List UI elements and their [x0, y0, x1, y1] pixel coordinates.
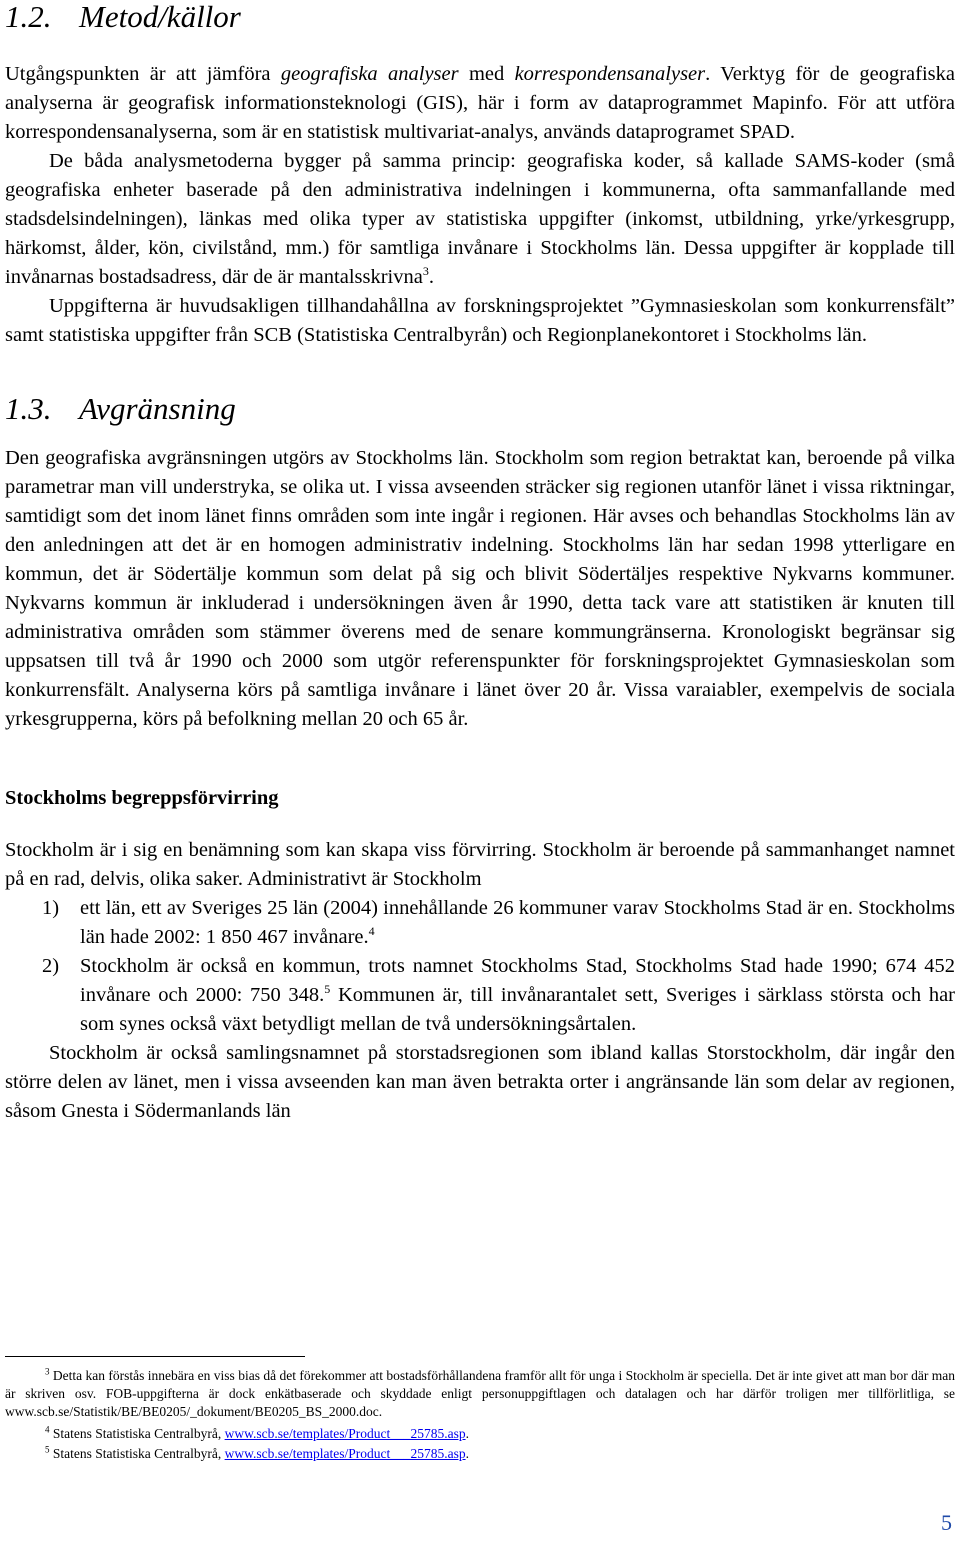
- paragraph-stockholm-intro: Stockholm är i sig en benämning som kan skapa viss förvirring. Stockholm är beroende på sammanhanget namnet på en rad, delvis, olika saker. Administrativt är Stockholm: [5, 839, 955, 890]
- footnote-4: [5, 1425, 955, 1443]
- text-run: Kommunen är, till invånarantalet sett, Sveriges i särklass största och har som synes också växt betydligt mellan de två undersökningsårtalen.: [80, 984, 955, 1035]
- footnote-number: 3: [45, 1366, 50, 1377]
- text-run: .: [428, 266, 434, 288]
- text-run: De båda analysmetoderna bygger på samma princip: geografiska koder, så kallade SAMS-koder (små geografiska enheter baserade på den administrativa indelningen i kommunerna, ofta sammanfallande med stadsdelsindelningen), länkas med olika typer av statistiska uppgifter (inkomst, utbildning, yrke/yrkesgrupp, härkomst, ålder, kön, civilstånd, mm.) för samtliga invånare i Stockholms län. Dessa uppgifter är kopplade till invånarnas bostadsadress, där de är mantalsskrivna: [5, 150, 955, 288]
- footnote-text: Statens Statistiska Centralbyrå,: [49, 1426, 225, 1441]
- text-run: ett län, ett av Sveriges 25 län (2004) innehållande 26 kommuner varav Stockholms Stad är en. Stockholms län hade 2002: 1 850 467 invånare.: [80, 897, 955, 948]
- footnote-separator: [5, 1356, 305, 1357]
- list-item: [5, 952, 955, 1039]
- section-title: Avgränsning: [79, 391, 236, 426]
- footnote-link[interactable]: www.scb.se/templates/Product___25785.asp: [224, 1446, 466, 1461]
- footnote-number: 4: [45, 1424, 50, 1435]
- footnote-text: Detta kan förstås innebära en viss bias då det förekommer att bostadsförhållandena framför allt för unga i Stockholm är speciella. Det är inte givet att man bor där man är skriven osv. FOB-uppgifterna är dock enkätbaserade och skyddade enligt personuppgiftlagen och datalagen och har därför troligen mer tillförlitliga, se www.scb.se/Statistik/BE/BE0205/_dokument/BE0205_BS_2000.doc.: [5, 1368, 955, 1419]
- text-run: Utgångspunkten är att jämföra: [5, 63, 281, 85]
- document-page: [5, 0, 955, 1126]
- text-run: med: [458, 63, 515, 85]
- footnote-ref-4[interactable]: 4: [368, 924, 375, 939]
- paragraph-storstockholm: Stockholm är också samlingsnamnet på storstadsregionen som ibland kallas Storstockholm, där ingår den större delen av länet, men i vissa avseenden kan man även betrakta orter i angränsande län som delar av regionen, såsom Gnesta i Södermanlands län: [5, 1042, 955, 1122]
- footnote-ref-5[interactable]: 5: [324, 982, 331, 997]
- text-run: Stockholm är också en kommun, trots namnet Stockholms Stad, Stockholms Stad hade 1990; 674 452 invånare och 2000: 750 348.: [80, 955, 955, 1006]
- paragraph-metod-1: [5, 60, 955, 147]
- footnote-text: .: [465, 1426, 469, 1441]
- footnote-5: [5, 1445, 955, 1463]
- footnote-text: Statens Statistiska Centralbyrå,: [49, 1446, 225, 1461]
- footnote-link[interactable]: www.scb.se/templates/Product___25785.asp: [224, 1426, 466, 1441]
- section-title: Metod/källor: [79, 0, 241, 34]
- footnote-ref-3[interactable]: 3: [422, 264, 429, 279]
- paragraph-avgransning: Den geografiska avgränsningen utgörs av Stockholms län. Stockholm som region betraktat kan, beroende på vilka parametrar man vill understryka, se olika ut. I vissa avseenden sträcker sig regionen utanför länet i vissa riktningar, samtidigt som det inom länet finns områden som inte ingår i regionen. Här avses och behandlas Stockholms län av den anledningen att det är en homogen administrativ indelning. Stockholms län har sedan 1998 ytterligare en kommun, det är Södertälje kommun som delat på sig och blivit Södertäljes respektive Nykvarns kommuner. Nykvarns kommun är inkluderad i undersökningen även år 1990, detta tack vare att statistiken är knuten till administrativa områden som stämmer överens med de senare kommungränserna. Kronologiskt begränsar sig uppsatsen till två år 1990 och 2000 som utgör referenspunkter för forskningsprojektet Gymnasieskolan som konkurrensfält. Analyserna körs på samtliga invånare i länet över 20 år. Vissa varaiabler, exempelvis de sociala yrkesgrupperna, körs på befolkning mellan 20 och 65 år.: [5, 447, 955, 730]
- emphasis-text: geografiska analyser: [280, 63, 459, 85]
- section-number: 1.3.: [5, 391, 52, 426]
- text-run: . Verktyg för de geografiska analyserna är geografisk informationsteknologi (GIS), här i form av dataprogrammet Mapinfo. För att utföra korrespondensanalyserna, som är en statistisk multivariat-analys, används dataprogramet SPAD.: [5, 63, 955, 143]
- page-number: 5: [941, 1510, 952, 1535]
- list-marker: 2): [42, 955, 60, 977]
- subheading-stockholm: Stockholms begreppsförvirring: [5, 787, 279, 809]
- footnote-number: 5: [45, 1444, 50, 1455]
- section-heading-1-2: [5, 0, 955, 34]
- emphasis-text: korrespondensanalyser: [514, 63, 706, 85]
- list-marker: 1): [42, 897, 60, 919]
- stockholm-list: [5, 894, 955, 1039]
- footnote-3: [5, 1367, 955, 1421]
- paragraph-metod-2: [5, 147, 955, 292]
- footnote-text: .: [465, 1446, 469, 1461]
- paragraph-metod-3: Uppgifterna är huvudsakligen tillhandahållna av forskningsprojektet ”Gymnasieskolan som konkurrensfält” samt statistiska uppgifter från SCB (Statistiska Centralbyrån) och Regionplanekontoret i Stockholms län.: [5, 295, 955, 346]
- list-item: [5, 894, 955, 952]
- section-heading-1-3: [5, 392, 955, 426]
- section-number: 1.2.: [5, 0, 52, 34]
